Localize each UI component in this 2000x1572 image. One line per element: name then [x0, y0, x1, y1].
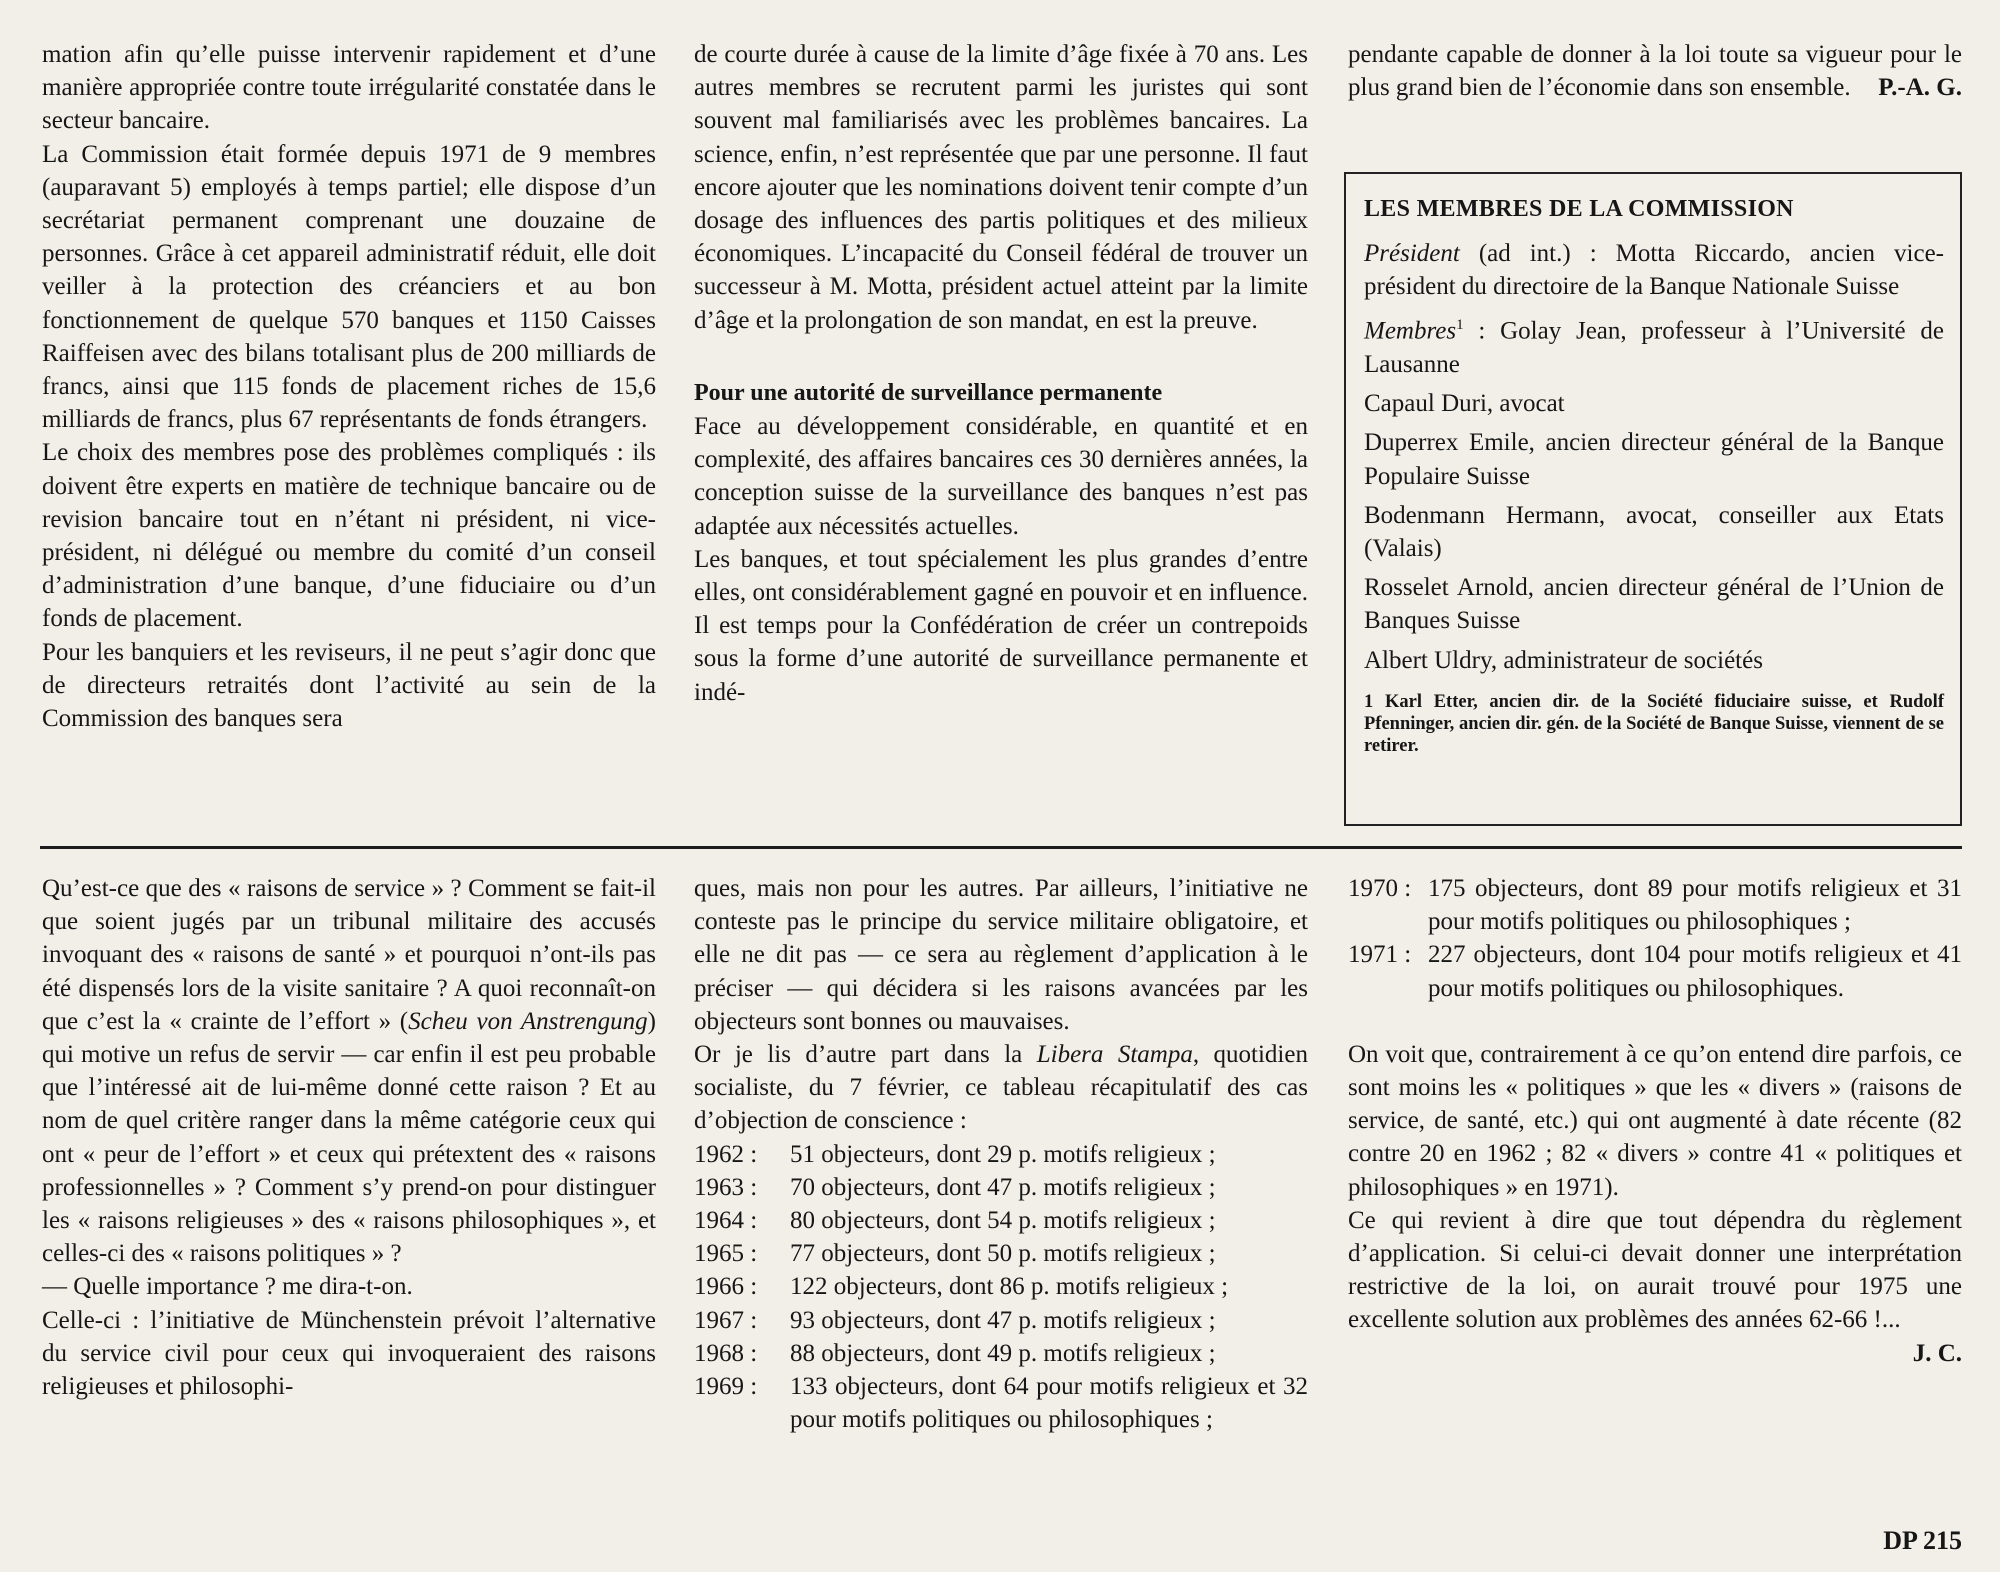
- members-entry: [1364, 309, 1944, 381]
- signature: J. C.: [1912, 1339, 1962, 1367]
- signature: P.-A. G.: [1878, 74, 1962, 102]
- table-row: [694, 1370, 1308, 1436]
- text-run: ) qui motive un refus de servir — car enfin il est peu probable que l’intéressé ait de lui-même donné cette raison ? Et au nom de quel critère ranger dans la même catégorie ceux qui ont « peur de l’effort » et ceux qui prétextent des « raisons professionnelles » ? Comment s’y prend-on pour distinguer les « raisons religieuses » des « raisons philosophiques », et celles-ci des « raisons politiques » ?: [42, 1007, 656, 1268]
- paragraph: — Quelle importance ? me dira-t-on.: [42, 1273, 413, 1301]
- top-column-3: [1348, 38, 1962, 105]
- page-tag: DP 215: [1883, 1526, 1962, 1555]
- year: 1968 :: [694, 1339, 758, 1367]
- table-row: [694, 1237, 1308, 1270]
- paragraph: [694, 1038, 1308, 1138]
- newspaper-name: Libera Stampa: [1036, 1041, 1193, 1069]
- year: 1963 :: [694, 1173, 758, 1201]
- paragraph: Ce qui revient à dire que tout dépendra du règlement d’application. Si celui-ci devait donner une interprétation restrictive de la loi, on aurait trouvé pour 1975 une excellente solution aux problèmes des années 62-66 !...: [1348, 1206, 1962, 1334]
- member-entry: Rosselet Arnold, ancien directeur général de l’Union de Banques Suisse: [1364, 574, 1944, 635]
- paragraph: On voit que, contrairement à ce qu’on entend dire parfois, ce sont moins les « politiques » que les « divers » (raisons de service, de santé, etc.) qui ont augmenté à date récente (82 contre 20 en 1962 ; 82 « divers » contre 41 « politiques et philosophiques » en 1971).: [1348, 1040, 1962, 1201]
- paragraph: mation afin qu’elle puisse intervenir rapidement et d’une manière appropriée contre toute irrégularité constatée dans le secteur bancaire.: [42, 41, 656, 135]
- row-text: 70 objecteurs, dont 47 p. motifs religieux ;: [790, 1173, 1216, 1201]
- table-row: [694, 1337, 1308, 1370]
- text-run: Or je lis d’autre part dans la: [694, 1041, 1037, 1069]
- table-row: [694, 1204, 1308, 1237]
- member-entry: Capaul Duri, avocat: [1364, 390, 1565, 418]
- table-row: [1348, 872, 1962, 938]
- year: 1962 :: [694, 1140, 758, 1168]
- paragraph: Celle-ci : l’initiative de Münchenstein prévoit l’alternative du service civil pour ceux qui invoqueraient des raisons religieuses et philosophi-: [42, 1306, 656, 1401]
- year: 1970 :: [1348, 875, 1412, 902]
- year: 1964 :: [694, 1207, 758, 1235]
- table-row: [694, 1270, 1308, 1303]
- table-row: [694, 1304, 1308, 1337]
- row-text: 51 objecteurs, dont 29 p. motifs religieux ;: [790, 1140, 1216, 1168]
- top-column-2: [694, 38, 1308, 709]
- bottom-column-3: [1348, 872, 1962, 1370]
- paragraph: [42, 872, 656, 1270]
- table-row: [1348, 938, 1962, 1004]
- row-text: 77 objecteurs, dont 50 p. motifs religieux ;: [790, 1240, 1216, 1268]
- row-text: 227 objecteurs, dont 104 pour motifs religieux et 41 pour motifs politiques ou philosophiques.: [1428, 941, 1962, 1002]
- member-entry: Albert Uldry, administrateur de sociétés: [1364, 646, 1763, 674]
- president-text: (ad int.) : Motta Riccardo, ancien vice-président du directoire de la Banque Nationale Suisse: [1364, 240, 1944, 301]
- year: 1967 :: [694, 1306, 758, 1334]
- text-run: , quotidien socialiste, du 7 février, ce tableau récapitulatif des cas d’objection de conscience :: [694, 1041, 1308, 1135]
- paragraph: Les banques, et tout spécialement les plus grandes d’entre elles, ont considérablement gagné en pouvoir et en influence. Il est temps pour la Confédération de créer un contrepoids sous la forme d’une autorité de surveillance permanente et indé-: [694, 545, 1308, 706]
- row-text: 80 objecteurs, dont 54 p. motifs religieux ;: [790, 1207, 1216, 1235]
- year: 1969 :: [694, 1373, 758, 1401]
- president-label: Président: [1364, 240, 1460, 267]
- footnote-marker: 1: [1456, 317, 1464, 334]
- president-entry: [1364, 237, 1944, 303]
- member-entry: Duperrex Emile, ancien directeur général de la Banque Populaire Suisse: [1364, 429, 1944, 490]
- paragraph: Le choix des membres pose des problèmes compliqués : ils doivent être experts en matière de technique bancaire ou de revision bancaire tout en n’étant ni président, ni vice-président, ni délégué ou membre du comité d’un conseil d’administration d’une banque, d’une fiduciaire ou d’un fonds de placement.: [42, 439, 656, 633]
- bottom-column-1: [42, 872, 656, 1403]
- paragraph: Pour les banquiers et les reviseurs, il ne peut s’agir donc que de directeurs retraités dont l’activité au sein de la Commission des banques sera: [42, 638, 656, 733]
- paragraph: de courte durée à cause de la limite d’âge fixée à 70 ans. Les autres membres se recrutent parmi les juristes qui sont souvent mal familiarisés avec les problèmes bancaires. La science, enfin, n’est représentée que par une personne. Il faut encore ajouter que les nominations doivent tenir compte d’un dosage des influences des partis politiques et des milieux économiques. L’incapacité du Conseil fédéral de trouver un successeur à M. Motta, président actuel atteint par la limite d’âge et la prolongation de son mandat, en est la preuve.: [694, 41, 1308, 334]
- table-row: [694, 1138, 1308, 1171]
- paragraph: La Commission était formée depuis 1971 de 9 membres (auparavant 5) employés à temps partiel; elle dispose d’un secrétariat permanent comprenant une douzaine de personnes. Grâce à cet appareil administratif réduit, elle doit veiller à la protection des créanciers et au bon fonctionnement de quelque 570 banques et 1150 Caisses Raiffeisen avec des bilans totalisant plus de 200 milliards de francs, ainsi que 115 fonds de placement riches de 15,6 milliards de francs, plus 67 représentants de fonds étrangers.: [42, 140, 656, 434]
- members-label: Membres: [1364, 317, 1457, 345]
- table-row: [694, 1171, 1308, 1204]
- text-run: Qu’est-ce que des « raisons de service » ? Comment se fait-il que soient jugés par un tribunal militaire des accusés invoquant des « raisons de santé » et pourquoi n’ont-ils pas été dispensés lors de la visite sanitaire ? A quoi reconnaît-on que c’est la « crainte de l’effort » (: [42, 875, 656, 1035]
- footnote: 1 Karl Etter, ancien dir. de la Société fiduciaire suisse, et Rudolf Pfenninger, ancien dir. gén. de la Société de Banque Suisse, viennent de se retirer.: [1364, 691, 1944, 756]
- paragraph: pendante capable de donner à la loi toute sa vigueur pour le plus grand bien de l’économie dans son ensemble.: [1348, 41, 1962, 102]
- bottom-column-2: [694, 872, 1308, 1436]
- member-entry: Bodenmann Hermann, avocat, conseiller aux Etats (Valais): [1364, 501, 1944, 562]
- section-heading: Pour une autorité de surveillance permanente: [694, 379, 1163, 406]
- section-divider: [40, 846, 1962, 849]
- paragraph: ques, mais non pour les autres. Par ailleurs, l’initiative ne conteste pas le principe du service militaire obligatoire, et elle ne dit pas — ce sera au règlement d’application à le préciser — qui décidera si les raisons avancées par les objecteurs sont bonnes ou mauvaises.: [694, 875, 1308, 1035]
- year: 1971 :: [1348, 941, 1412, 969]
- row-text: 133 objecteurs, dont 64 pour motifs religieux et 32 pour motifs politiques ou philosophiques ;: [790, 1373, 1308, 1434]
- paragraph: Face au développement considérable, en quantité et en complexité, des affaires bancaires ces 30 dernières années, la conception suisse de la surveillance des banques n’est pas adaptée aux nécessités actuelles.: [694, 413, 1308, 540]
- members-text: : Golay Jean, professeur à l’Université de Lausanne: [1364, 317, 1944, 378]
- row-text: 93 objecteurs, dont 47 p. motifs religieux ;: [790, 1306, 1216, 1334]
- commission-members-box: [1344, 172, 1962, 826]
- row-text: 122 objecteurs, dont 86 p. motifs religieux ;: [790, 1273, 1229, 1301]
- row-text: 88 objecteurs, dont 49 p. motifs religieux ;: [790, 1339, 1216, 1367]
- year: 1966 :: [694, 1273, 758, 1301]
- box-title: LES MEMBRES DE LA COMMISSION: [1364, 196, 1794, 222]
- top-column-1: [42, 38, 656, 735]
- row-text: 175 objecteurs, dont 89 pour motifs religieux et 31 pour motifs politiques ou philosophiques ;: [1428, 875, 1962, 936]
- year: 1965 :: [694, 1240, 758, 1268]
- italic-phrase: Scheu von Anstrengung: [408, 1007, 648, 1035]
